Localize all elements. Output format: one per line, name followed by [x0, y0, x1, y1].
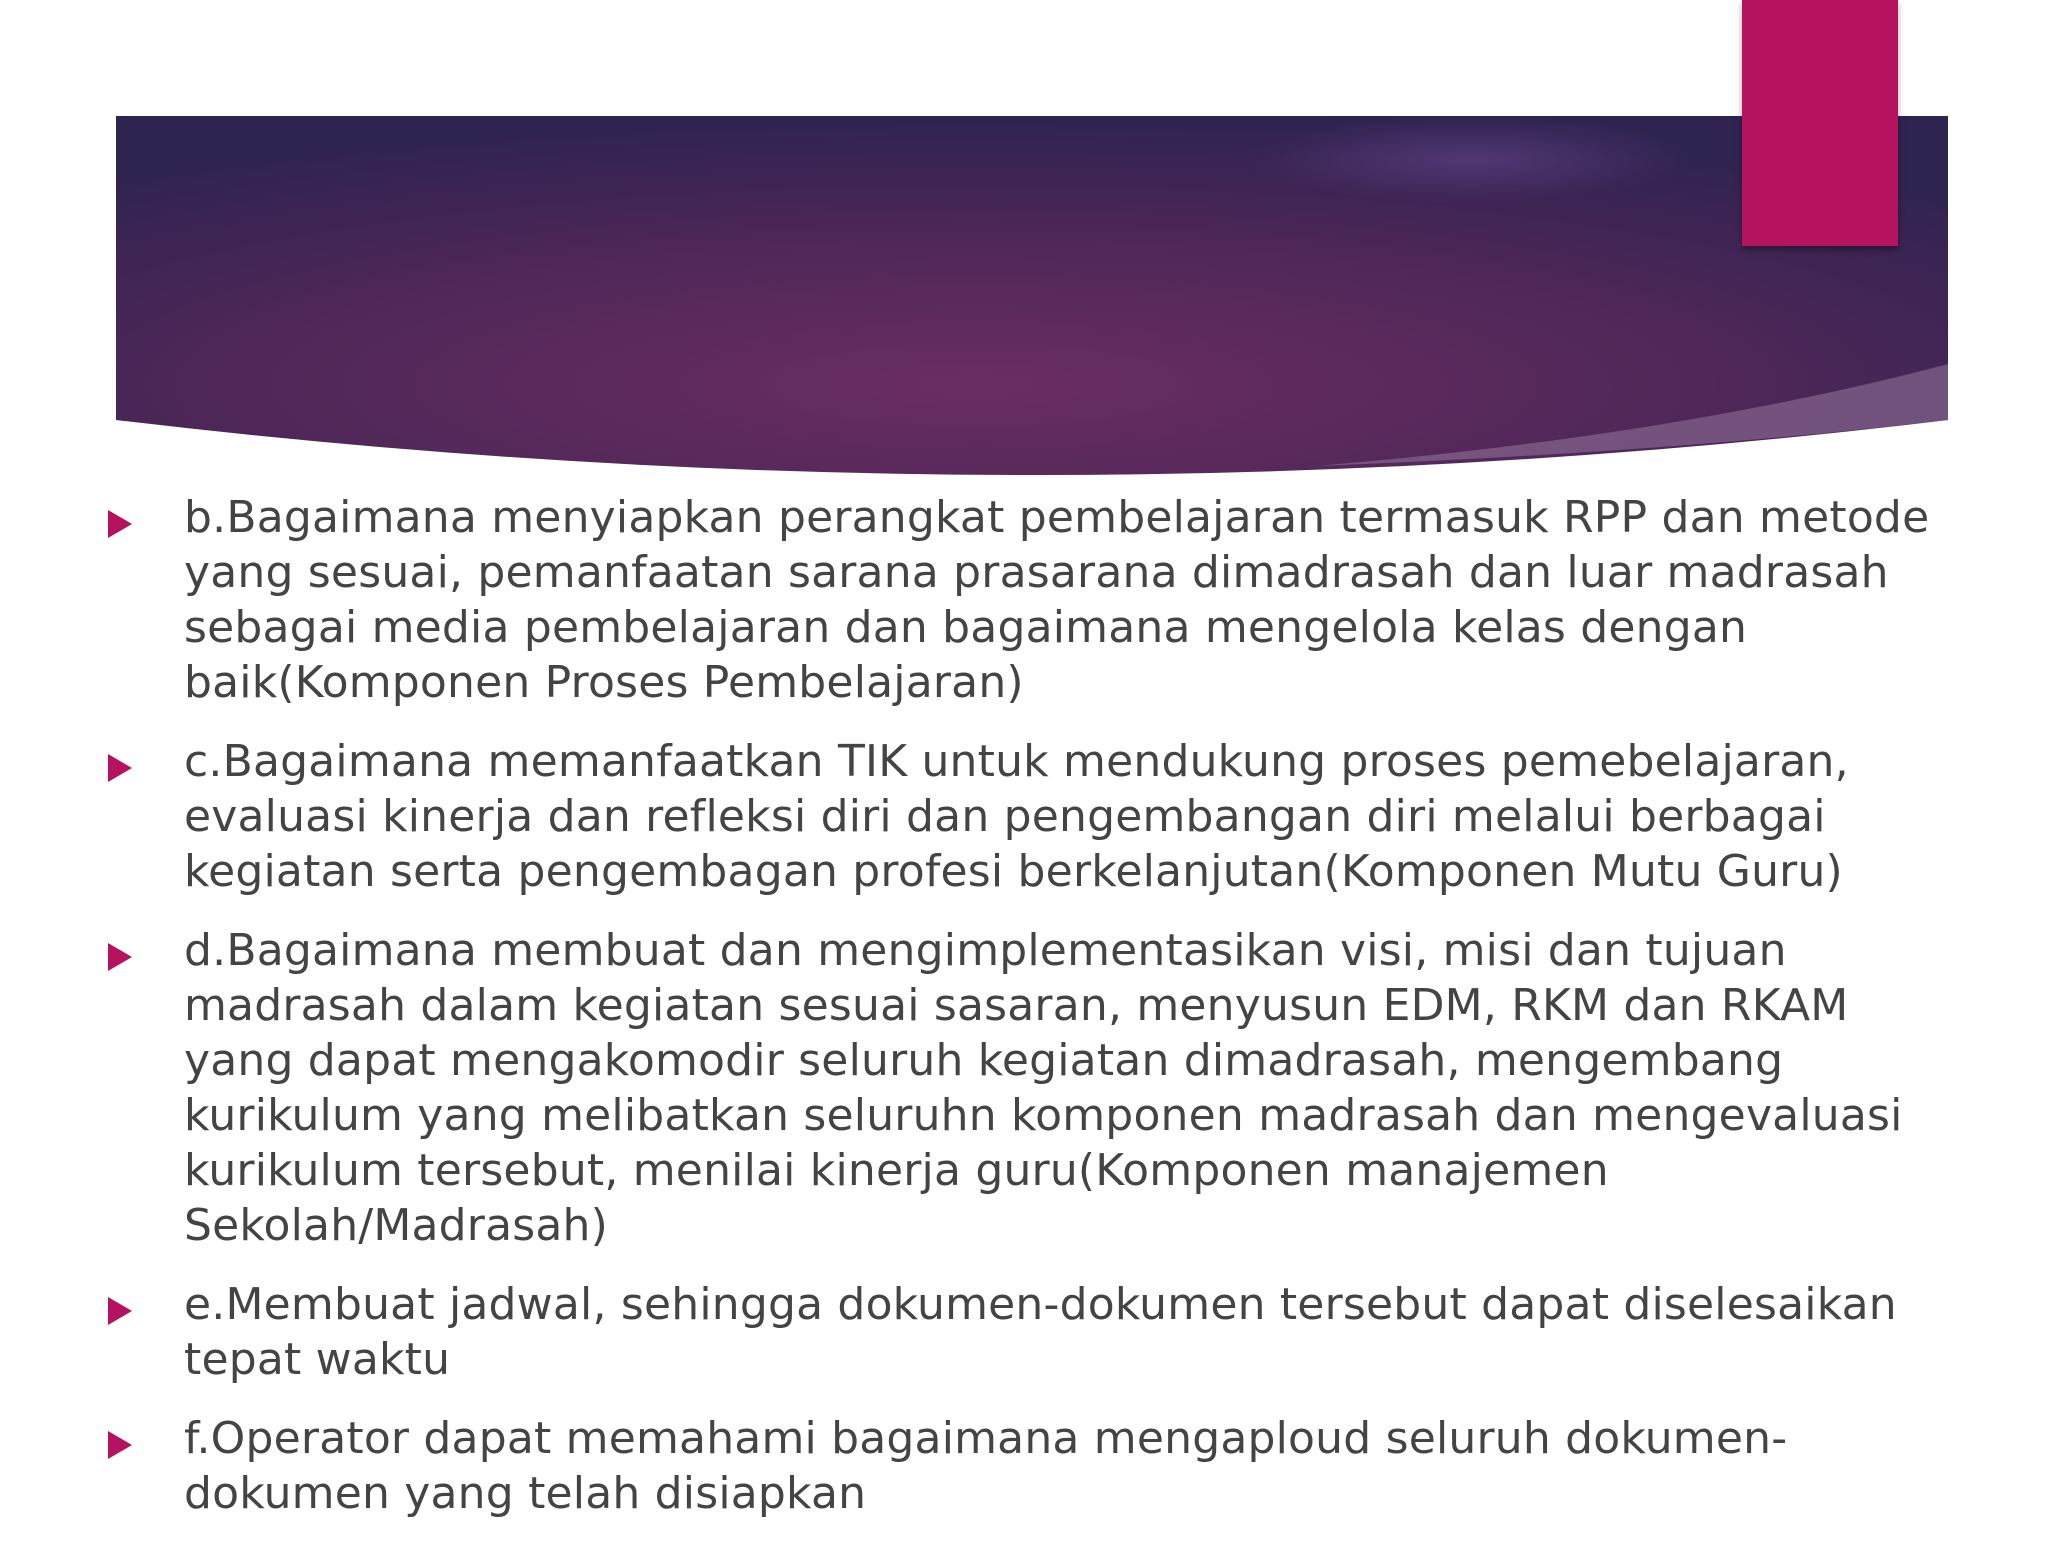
triangle-right-icon [108, 1431, 132, 1459]
bullet-text: d.Bagaimana membuat dan mengimplementasikan visi, misi dan tujuan madrasah dalam kegiatan sesuai sasaran, menyusun EDM, RKM dan RKAM yang dapat mengakomodir seluruh kegiatan dimadrasah, mengembang kurikulum yang melibatkan seluruhn komponen madrasah dan mengevaluasi kurikulum tersebut, menilai kinerja guru(Komponen manajemen Sekolah/Madrasah) [184, 925, 1903, 1251]
list-item [108, 490, 1938, 710]
bullet-text: b.Bagaimana menyiapkan perangkat pembelajaran termasuk RPP dan metode yang sesuai, pemanfaatan sarana prasarana dimadrasah dan luar madrasah sebagai media pembelajaran dan bagaimana mengelola kelas dengan baik(Komponen Proses Pembelajaran) [184, 492, 1930, 708]
banner-graphic [116, 116, 1948, 484]
triangle-right-icon [108, 943, 132, 971]
triangle-right-icon [108, 1297, 132, 1325]
bullet-text: e.Membuat jadwal, sehingga dokumen-dokumen tersebut dapat diselesaikan tepat waktu [184, 1279, 1897, 1385]
list-item [108, 1411, 1938, 1521]
list-item [108, 1277, 1938, 1387]
bullet-list [108, 490, 1938, 1545]
bullet-text: f.Operator dapat memahami bagaimana mengaploud seluruh dokumen-dokumen yang telah disiapkan [184, 1413, 1788, 1519]
triangle-right-icon [108, 754, 132, 782]
list-item [108, 923, 1938, 1253]
list-item [108, 734, 1938, 899]
title-banner [116, 116, 1948, 484]
accent-tab [1742, 0, 1898, 246]
bullet-text: c.Bagaimana memanfaatkan TIK untuk mendukung proses pemebelajaran, evaluasi kinerja dan refleksi diri dan pengembangan diri melalui berbagai kegiatan serta pengembagan profesi berkelanjutan(Komponen Mutu Guru) [184, 736, 1849, 897]
triangle-right-icon [108, 510, 132, 538]
